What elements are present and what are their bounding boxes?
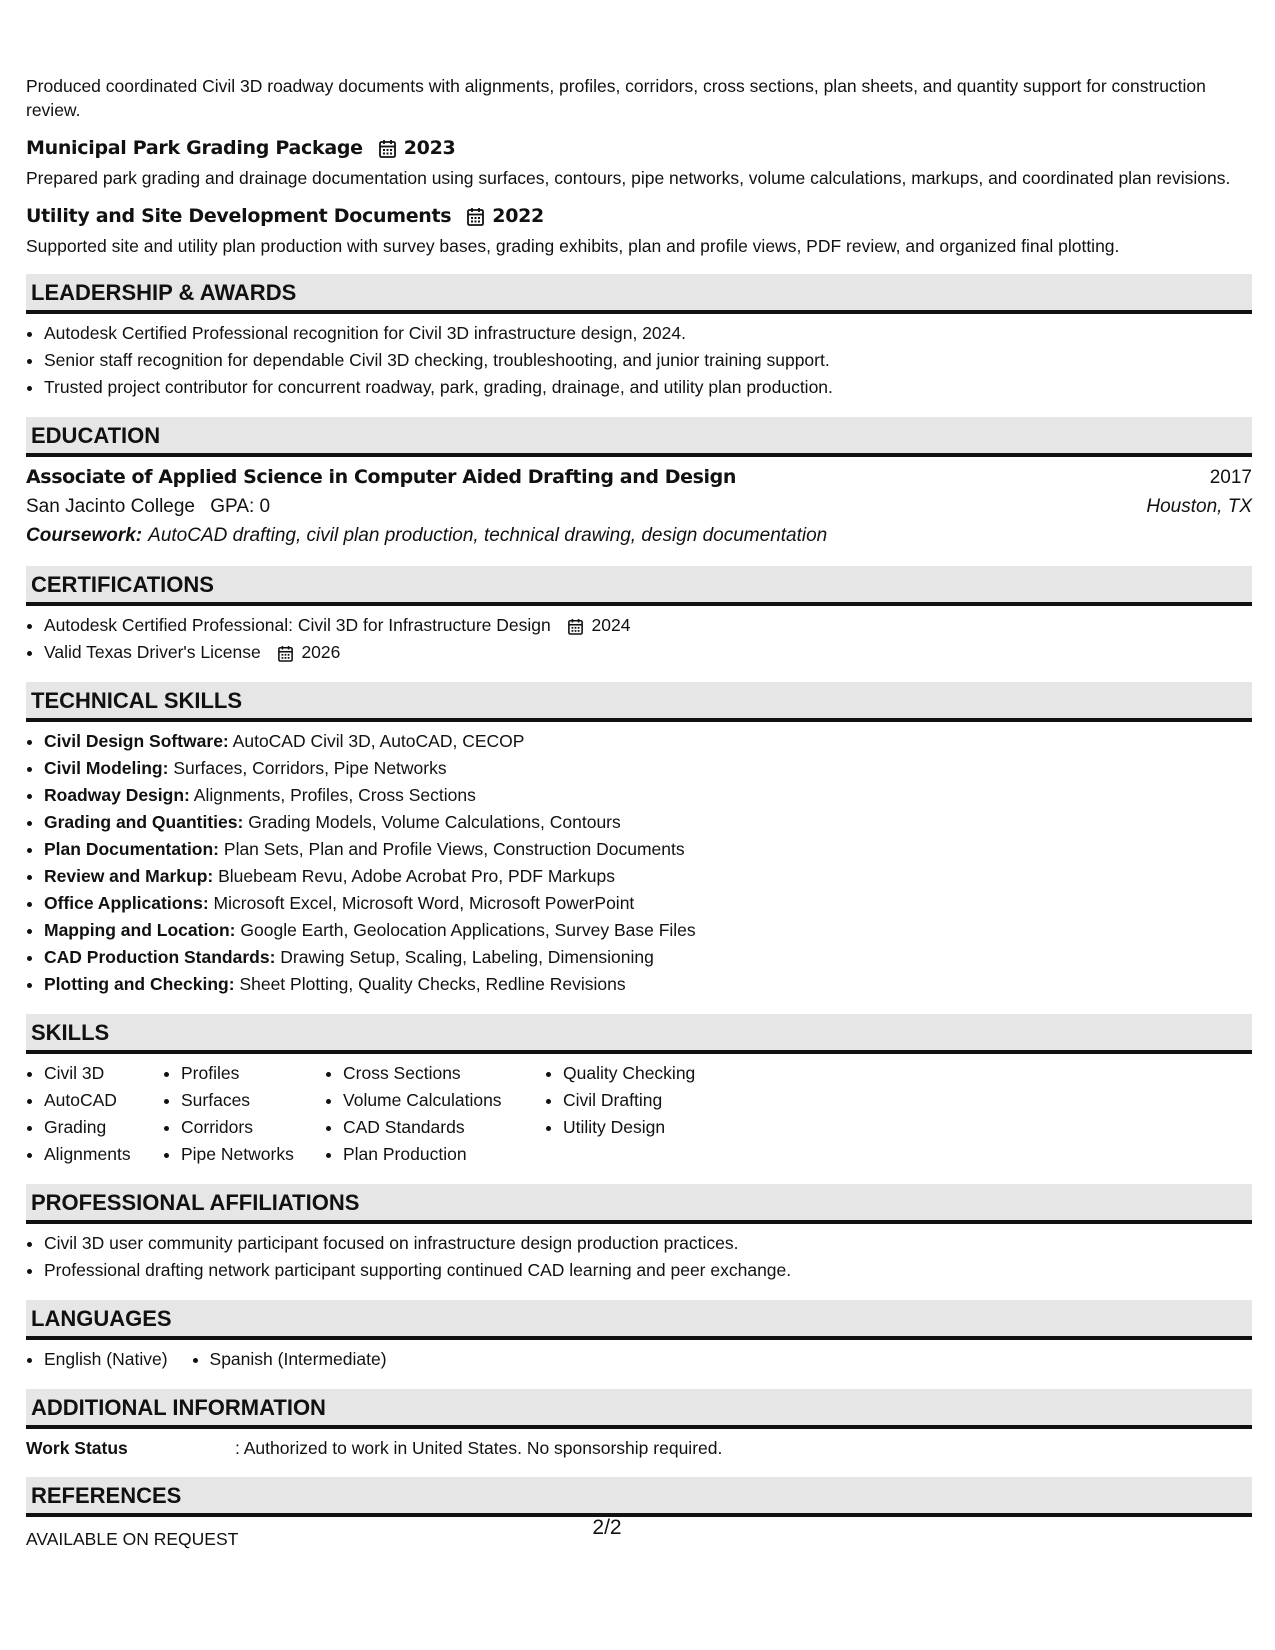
calendar-icon — [379, 139, 396, 158]
list-item: • Pipe Networks — [181, 1141, 321, 1168]
skills-column — [26, 1060, 159, 1168]
work-status-value: : Authorized to work in United States. No sponsorship required. — [235, 1438, 723, 1458]
list-item: • Plan Production — [343, 1141, 541, 1168]
skill-category: Office Applications: — [44, 893, 209, 913]
skills-column — [163, 1060, 321, 1168]
project-name: Utility and Site Development Documents — [26, 205, 452, 227]
work-status-row — [26, 1435, 1252, 1461]
list-item: • Utility Design — [563, 1114, 695, 1141]
list-item: • English (Native) — [44, 1346, 168, 1373]
list-item: • AutoCAD — [44, 1087, 159, 1114]
project-description: Supported site and utility plan production with survey bases, grading exhibits, plan and profile views, PDF review, and organized final plotting. — [26, 236, 1120, 256]
project-name: Municipal Park Grading Package — [26, 137, 363, 159]
skill-values: AutoCAD Civil 3D, AutoCAD, CECOP — [232, 731, 525, 751]
section-header-certifications: CERTIFICATIONS — [26, 566, 1252, 606]
skill-category: Civil Design Software: — [44, 731, 229, 751]
calendar-icon — [568, 618, 583, 635]
list-item: • Corridors — [181, 1114, 321, 1141]
affiliations-list — [26, 1230, 1252, 1284]
skill-values: Bluebeam Revu, Adobe Acrobat Pro, PDF Markups — [218, 866, 615, 886]
gpa: GPA: 0 — [210, 496, 271, 517]
section-header-leadership: LEADERSHIP & AWARDS — [26, 274, 1252, 314]
certification-name: Valid Texas Driver's License — [44, 642, 261, 662]
list-item — [44, 782, 1252, 809]
skill-values: Grading Models, Volume Calculations, Contours — [248, 812, 621, 832]
section-header-affiliations: PROFESSIONAL AFFILIATIONS — [26, 1184, 1252, 1224]
skills-column — [325, 1060, 541, 1168]
list-item: • CAD Standards — [343, 1114, 541, 1141]
skill-values: Sheet Plotting, Quality Checks, Redline Revisions — [239, 974, 626, 994]
list-item: • Civil Drafting — [563, 1087, 695, 1114]
project-title — [26, 136, 1252, 160]
list-item: • Cross Sections — [343, 1060, 541, 1087]
list-item: • Spanish (Intermediate) — [210, 1346, 387, 1373]
skill-category: Grading and Quantities: — [44, 812, 244, 832]
list-item — [44, 639, 1252, 666]
section-header-technical-skills: TECHNICAL SKILLS — [26, 682, 1252, 722]
leadership-list — [26, 320, 1252, 401]
resume-page — [26, 74, 1252, 1551]
skill-values: Plan Sets, Plan and Profile Views, Construction Documents — [223, 839, 685, 859]
calendar-icon — [467, 207, 484, 226]
school-name: San Jacinto College — [26, 496, 195, 517]
list-item: • Trusted project contributor for concurrent roadway, park, grading, drainage, and utility plan production. — [44, 374, 1252, 401]
list-item — [44, 755, 1252, 782]
skill-category: CAD Production Standards: — [44, 947, 276, 967]
skill-category: Review and Markup: — [44, 866, 214, 886]
project-description: Prepared park grading and drainage documentation using surfaces, contours, pipe networks, volume calculations, markups, and coordinated plan revisions. — [26, 168, 1231, 188]
degree-title: Associate of Applied Science in Computer Aided Drafting and Design — [26, 466, 736, 488]
certification-year: 2026 — [301, 642, 341, 662]
references-text: AVAILABLE ON REQUEST — [26, 1529, 239, 1549]
list-item: • Alignments — [44, 1141, 159, 1168]
education-entry — [26, 463, 1252, 550]
list-item: • Profiles — [181, 1060, 321, 1087]
list-item: • Grading — [44, 1114, 159, 1141]
coursework-text: AutoCAD drafting, civil plan production, technical drawing, design documentation — [148, 525, 828, 546]
list-item — [44, 944, 1252, 971]
list-item — [44, 863, 1252, 890]
project-title — [26, 204, 1252, 228]
project-intro-text: Produced coordinated Civil 3D roadway documents with alignments, profiles, corridors, cross sections, plan sheets, and quantity support for construction review. — [26, 76, 1206, 120]
certification-name: Autodesk Certified Professional: Civil 3D for Infrastructure Design — [44, 615, 551, 635]
list-item: • Surfaces — [181, 1087, 321, 1114]
work-status-label: Work Status — [26, 1438, 128, 1458]
list-item: • Quality Checking — [563, 1060, 695, 1087]
skill-category: Plotting and Checking: — [44, 974, 235, 994]
list-item — [44, 890, 1252, 917]
skill-values: Drawing Setup, Scaling, Labeling, Dimensioning — [280, 947, 654, 967]
skill-category: Mapping and Location: — [44, 920, 236, 940]
graduation-year: 2017 — [1209, 467, 1252, 488]
page-number: 2/2 — [592, 1516, 622, 1539]
section-header-education: EDUCATION — [26, 417, 1252, 457]
list-item: • Senior staff recognition for dependable Civil 3D checking, troubleshooting, and junior training support. — [44, 347, 1252, 374]
coursework-label: Coursework: — [26, 525, 143, 546]
list-item — [44, 728, 1252, 755]
list-item — [44, 971, 1252, 998]
skill-category: Roadway Design: — [44, 785, 190, 805]
section-header-references: REFERENCES — [26, 1477, 1252, 1517]
skills-grid — [26, 1060, 1252, 1168]
skill-values: Surfaces, Corridors, Pipe Networks — [173, 758, 447, 778]
languages-list — [26, 1346, 1252, 1373]
list-item: • Autodesk Certified Professional recognition for Civil 3D infrastructure design, 2024. — [44, 320, 1252, 347]
skill-values: Microsoft Excel, Microsoft Word, Microsoft PowerPoint — [213, 893, 635, 913]
project-year: 2023 — [403, 137, 456, 159]
list-item: • Civil 3D — [44, 1060, 159, 1087]
skills-column — [545, 1060, 695, 1168]
list-item — [44, 836, 1252, 863]
skill-category: Plan Documentation: — [44, 839, 220, 859]
skill-values: Google Earth, Geolocation Applications, Survey Base Files — [240, 920, 696, 940]
project-year: 2022 — [492, 205, 544, 227]
section-header-languages: LANGUAGES — [26, 1300, 1252, 1340]
list-item: • Civil 3D user community participant focused on infrastructure design production practices. — [44, 1230, 1252, 1257]
list-item — [44, 809, 1252, 836]
list-item: • Volume Calculations — [343, 1087, 541, 1114]
certifications-list — [26, 612, 1252, 666]
school-location: Houston, TX — [1146, 496, 1252, 517]
list-item — [44, 612, 1252, 639]
skill-values: Alignments, Profiles, Cross Sections — [193, 785, 476, 805]
list-item: • Professional drafting network participant supporting continued CAD learning and peer exchange. — [44, 1257, 1252, 1284]
list-item — [44, 917, 1252, 944]
section-header-skills: SKILLS — [26, 1014, 1252, 1054]
skill-category: Civil Modeling: — [44, 758, 169, 778]
section-header-additional-info: ADDITIONAL INFORMATION — [26, 1389, 1252, 1429]
technical-skills-list — [26, 728, 1252, 998]
certification-year: 2024 — [591, 615, 631, 635]
calendar-icon — [278, 645, 293, 662]
